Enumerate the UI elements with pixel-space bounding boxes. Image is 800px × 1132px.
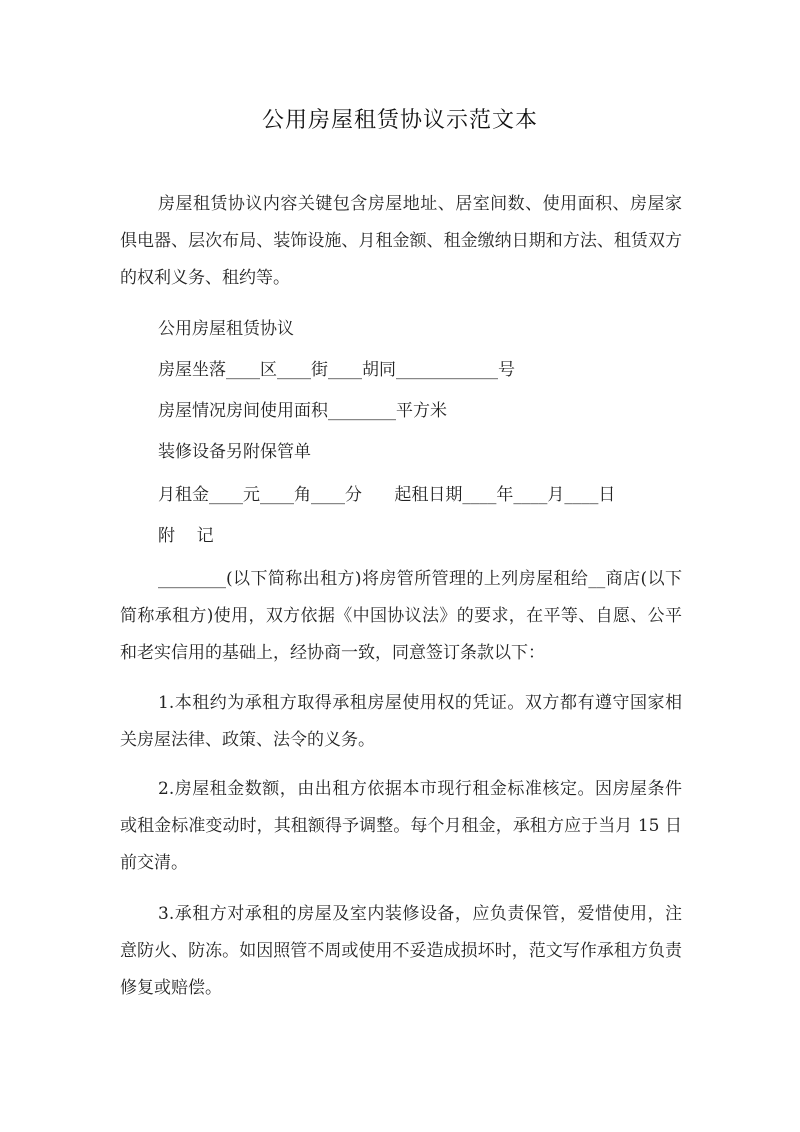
area-line: 房屋情况房间使用面积________平方米 — [158, 401, 447, 421]
clause-3: 3.承租方对承租的房屋及室内装修设备，应负责保管，爱惜使用，注意防火、防冻。如因照管不周或使用不妥造成损坏时，范文写作承租方负责修复或赔偿。 — [120, 904, 682, 998]
note-line: 附 记 — [158, 526, 214, 546]
rent-line: 月租金____元____角____分 起租日期____年____月____日 — [158, 485, 616, 505]
form-title: 公用房屋租赁协议 — [158, 319, 294, 339]
clause-1: 1.本租约为承租方取得承租房屋使用权的凭证。双方都有遵守国家相关房屋法律、政策、法令的义务。 — [120, 693, 682, 750]
document-title: 公用房屋租赁协议示范文本 — [261, 108, 538, 133]
clause-2: 2.房屋租金数额，由出租方依据本市现行租金标准核定。因房屋条件或租金标准变动时，其租额得予调整。每个月租金，承租方应于当月 15 日前交清。 — [120, 779, 682, 873]
equipment-line: 装修设备另附保管单 — [158, 442, 311, 462]
preamble-paragraph: ________(以下简称出租方)将房管所管理的上列房屋租给__商店(以下简称承租方)使用，双方依据《中国协议法》的要求，在平等、自愿、公平和老实信用的基础上，经协商一致，同意签订条款以下： — [120, 569, 682, 663]
intro-paragraph: 房屋租赁协议内容关键包含房屋地址、居室间数、使用面积、房屋家俱电器、层次布局、装饰设施、月租金额、租金缴纳日期和方法、租赁双方的权利义务、租约等。 — [120, 194, 682, 288]
location-line: 房屋坐落____区____街____胡同____________号 — [158, 360, 515, 380]
